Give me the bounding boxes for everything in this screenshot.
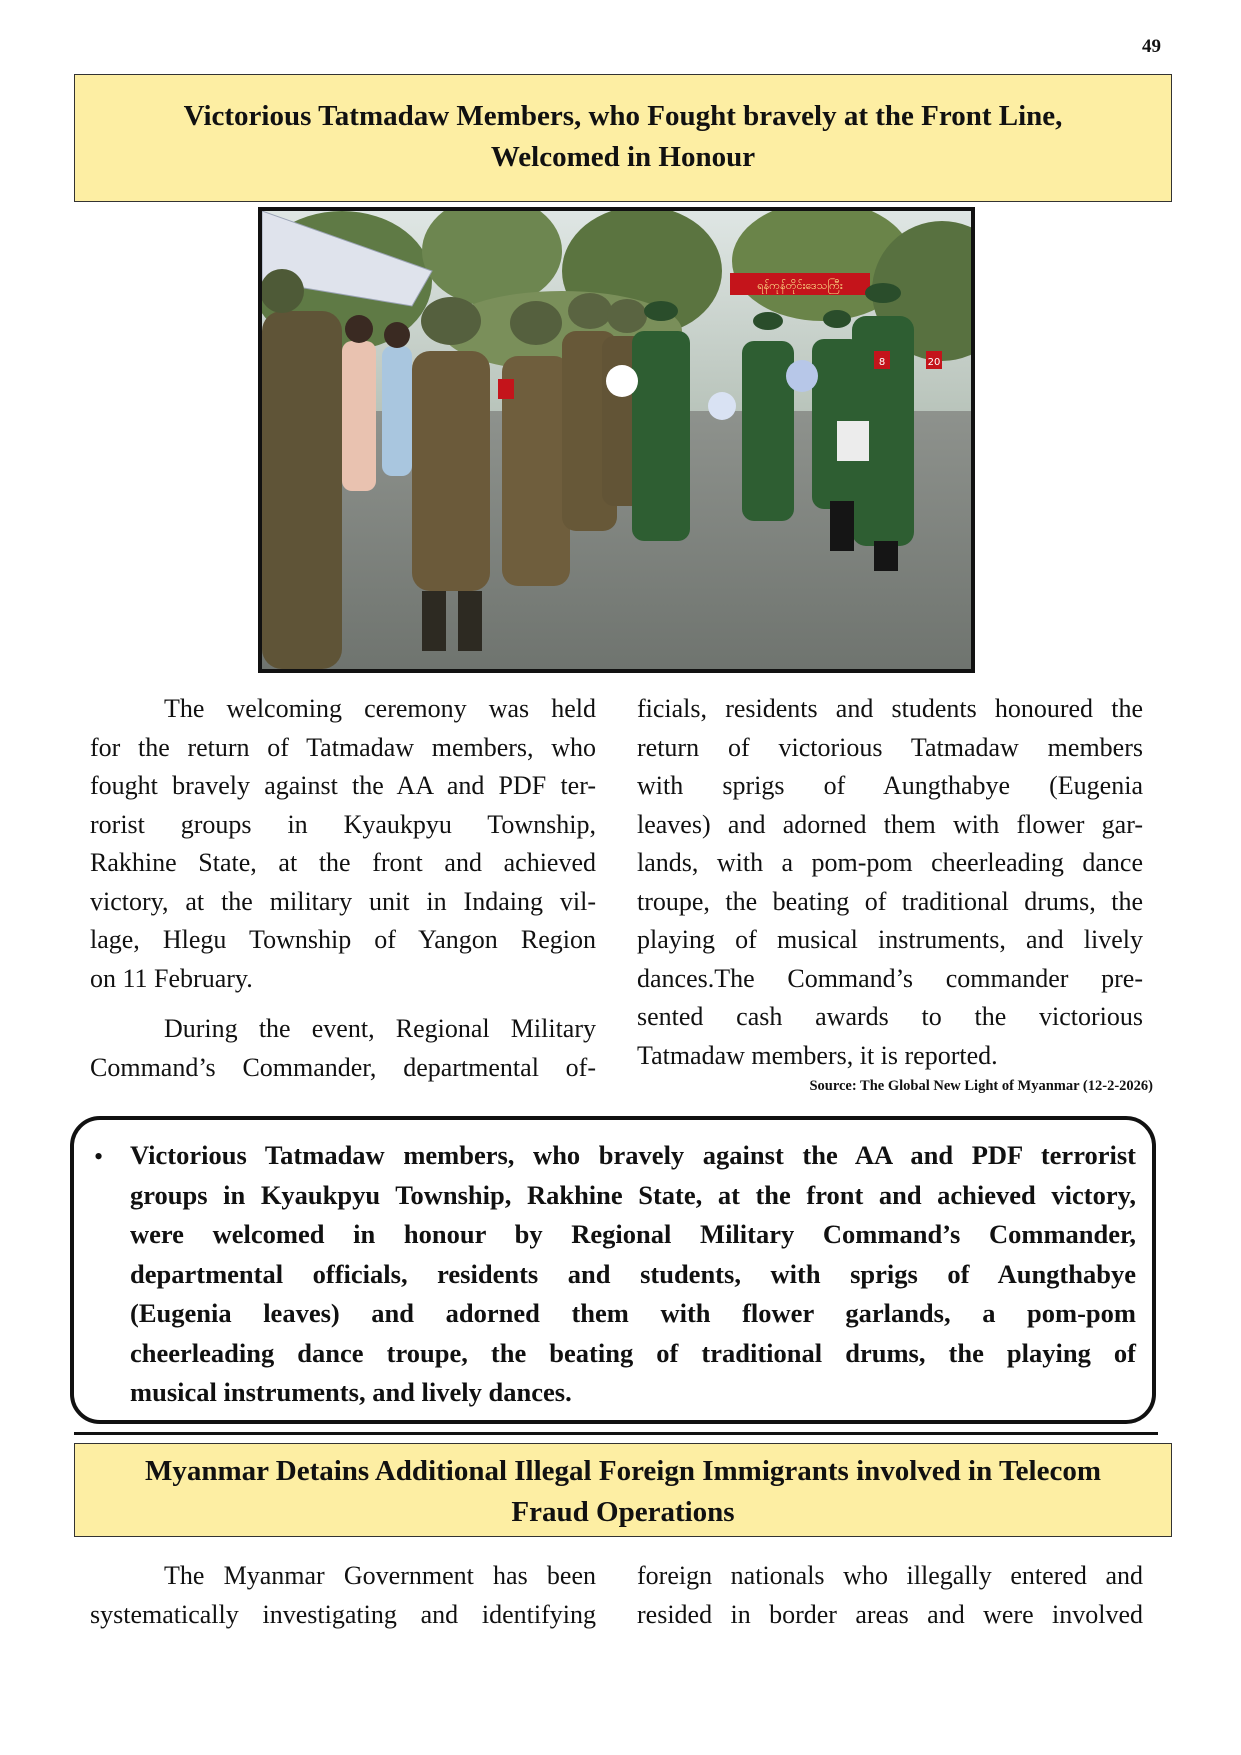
body-line: systematically investigating and identifying (90, 1599, 596, 1629)
body-line: victory, at the military unit in Indaing vil- (90, 886, 596, 916)
ceremony-photo (258, 207, 975, 673)
summary-box (70, 1116, 1156, 1424)
article2-right-column (637, 1557, 1143, 1634)
body-line: Tatmadaw members, it is reported. (637, 1040, 998, 1070)
article-title-box (74, 74, 1172, 202)
body-line: lands, with a pom-pom cheerleading dance (637, 848, 1143, 877)
article2-left-column (90, 1557, 596, 1634)
body-line: for the return of Tatmadaw members, who (90, 732, 596, 762)
article-right-column (637, 690, 1143, 1075)
body-line: leaves) and adorned them with flower gar- (637, 809, 1143, 839)
body-line: The welcoming ceremony was held (164, 694, 596, 723)
article-title-box (74, 1443, 1172, 1537)
article-title-line-1: Myanmar Detains Additional Illegal Foreign Immigrants involved in Telecom (145, 1455, 1101, 1487)
banner-text: ရန်ကုန်တိုင်းဒေသကြီး (757, 279, 843, 292)
body-line: with sprigs of Aungthabye (Eugenia (637, 771, 1143, 800)
summary-line: cheerleading dance troupe, the beating of traditional drums, the playing of (130, 1337, 1136, 1368)
article-title-line-1: Victorious Tatmadaw Members, who Fought bravely at the Front Line, (183, 100, 1063, 132)
source-credit: Source: The Global New Light of Myanmar (12-2-2026) (809, 1078, 1153, 1094)
body-line: rorist groups in Kyaukpyu Township, (90, 809, 596, 839)
body-line: lage, Hlegu Township of Yangon Region (90, 925, 596, 954)
red-banner (730, 273, 870, 295)
badge-number-1: 8 (878, 357, 886, 368)
summary-line: groups in Kyaukpyu Township, Rakhine State, at the front and achieved victory, (130, 1179, 1136, 1210)
body-line: During the event, Regional Military (164, 1014, 596, 1043)
body-line: fought bravely against the AA and PDF ter- (90, 771, 596, 800)
body-line: sented cash awards to the victorious (637, 1002, 1143, 1031)
article-title-line-2: Fraud Operations (511, 1496, 735, 1528)
badge-number-2: 20 (927, 357, 941, 368)
body-line: dances.The Command’s commander pre- (637, 963, 1143, 993)
article-title-line-2: Welcomed in Honour (490, 141, 756, 173)
summary-line: departmental officials, residents and students, with sprigs of Aungthabye (130, 1258, 1136, 1289)
body-line: resided in border areas and were involved (637, 1599, 1143, 1629)
body-line: on 11 February. (90, 963, 253, 993)
body-line: Command’s Commander, departmental of- (90, 1052, 596, 1082)
summary-text (130, 1136, 1136, 1413)
body-line: ficials, residents and students honoured the (637, 694, 1143, 723)
section-divider (74, 1432, 1158, 1435)
body-line: foreign nationals who illegally entered and (637, 1561, 1143, 1590)
body-line: The Myanmar Government has been (164, 1561, 596, 1590)
summary-line: (Eugenia leaves) and adorned them with flower garlands, a pom-pom (130, 1298, 1136, 1328)
summary-line: Victorious Tatmadaw members, who bravely against the AA and PDF terrorist (130, 1140, 1136, 1170)
summary-line: musical instruments, and lively dances. (130, 1377, 572, 1407)
body-line: playing of musical instruments, and lively (637, 925, 1143, 954)
body-line: Rakhine State, at the front and achieved (90, 848, 596, 877)
article-left-column (90, 690, 596, 1087)
body-line: return of victorious Tatmadaw members (637, 732, 1143, 762)
page-number: 49 (1142, 36, 1161, 57)
bullet-icon: • (94, 1142, 104, 1171)
summary-line: were welcomed in honour by Regional Military Command’s Commander, (130, 1219, 1136, 1249)
body-line: troupe, the beating of traditional drums, the (637, 886, 1143, 916)
